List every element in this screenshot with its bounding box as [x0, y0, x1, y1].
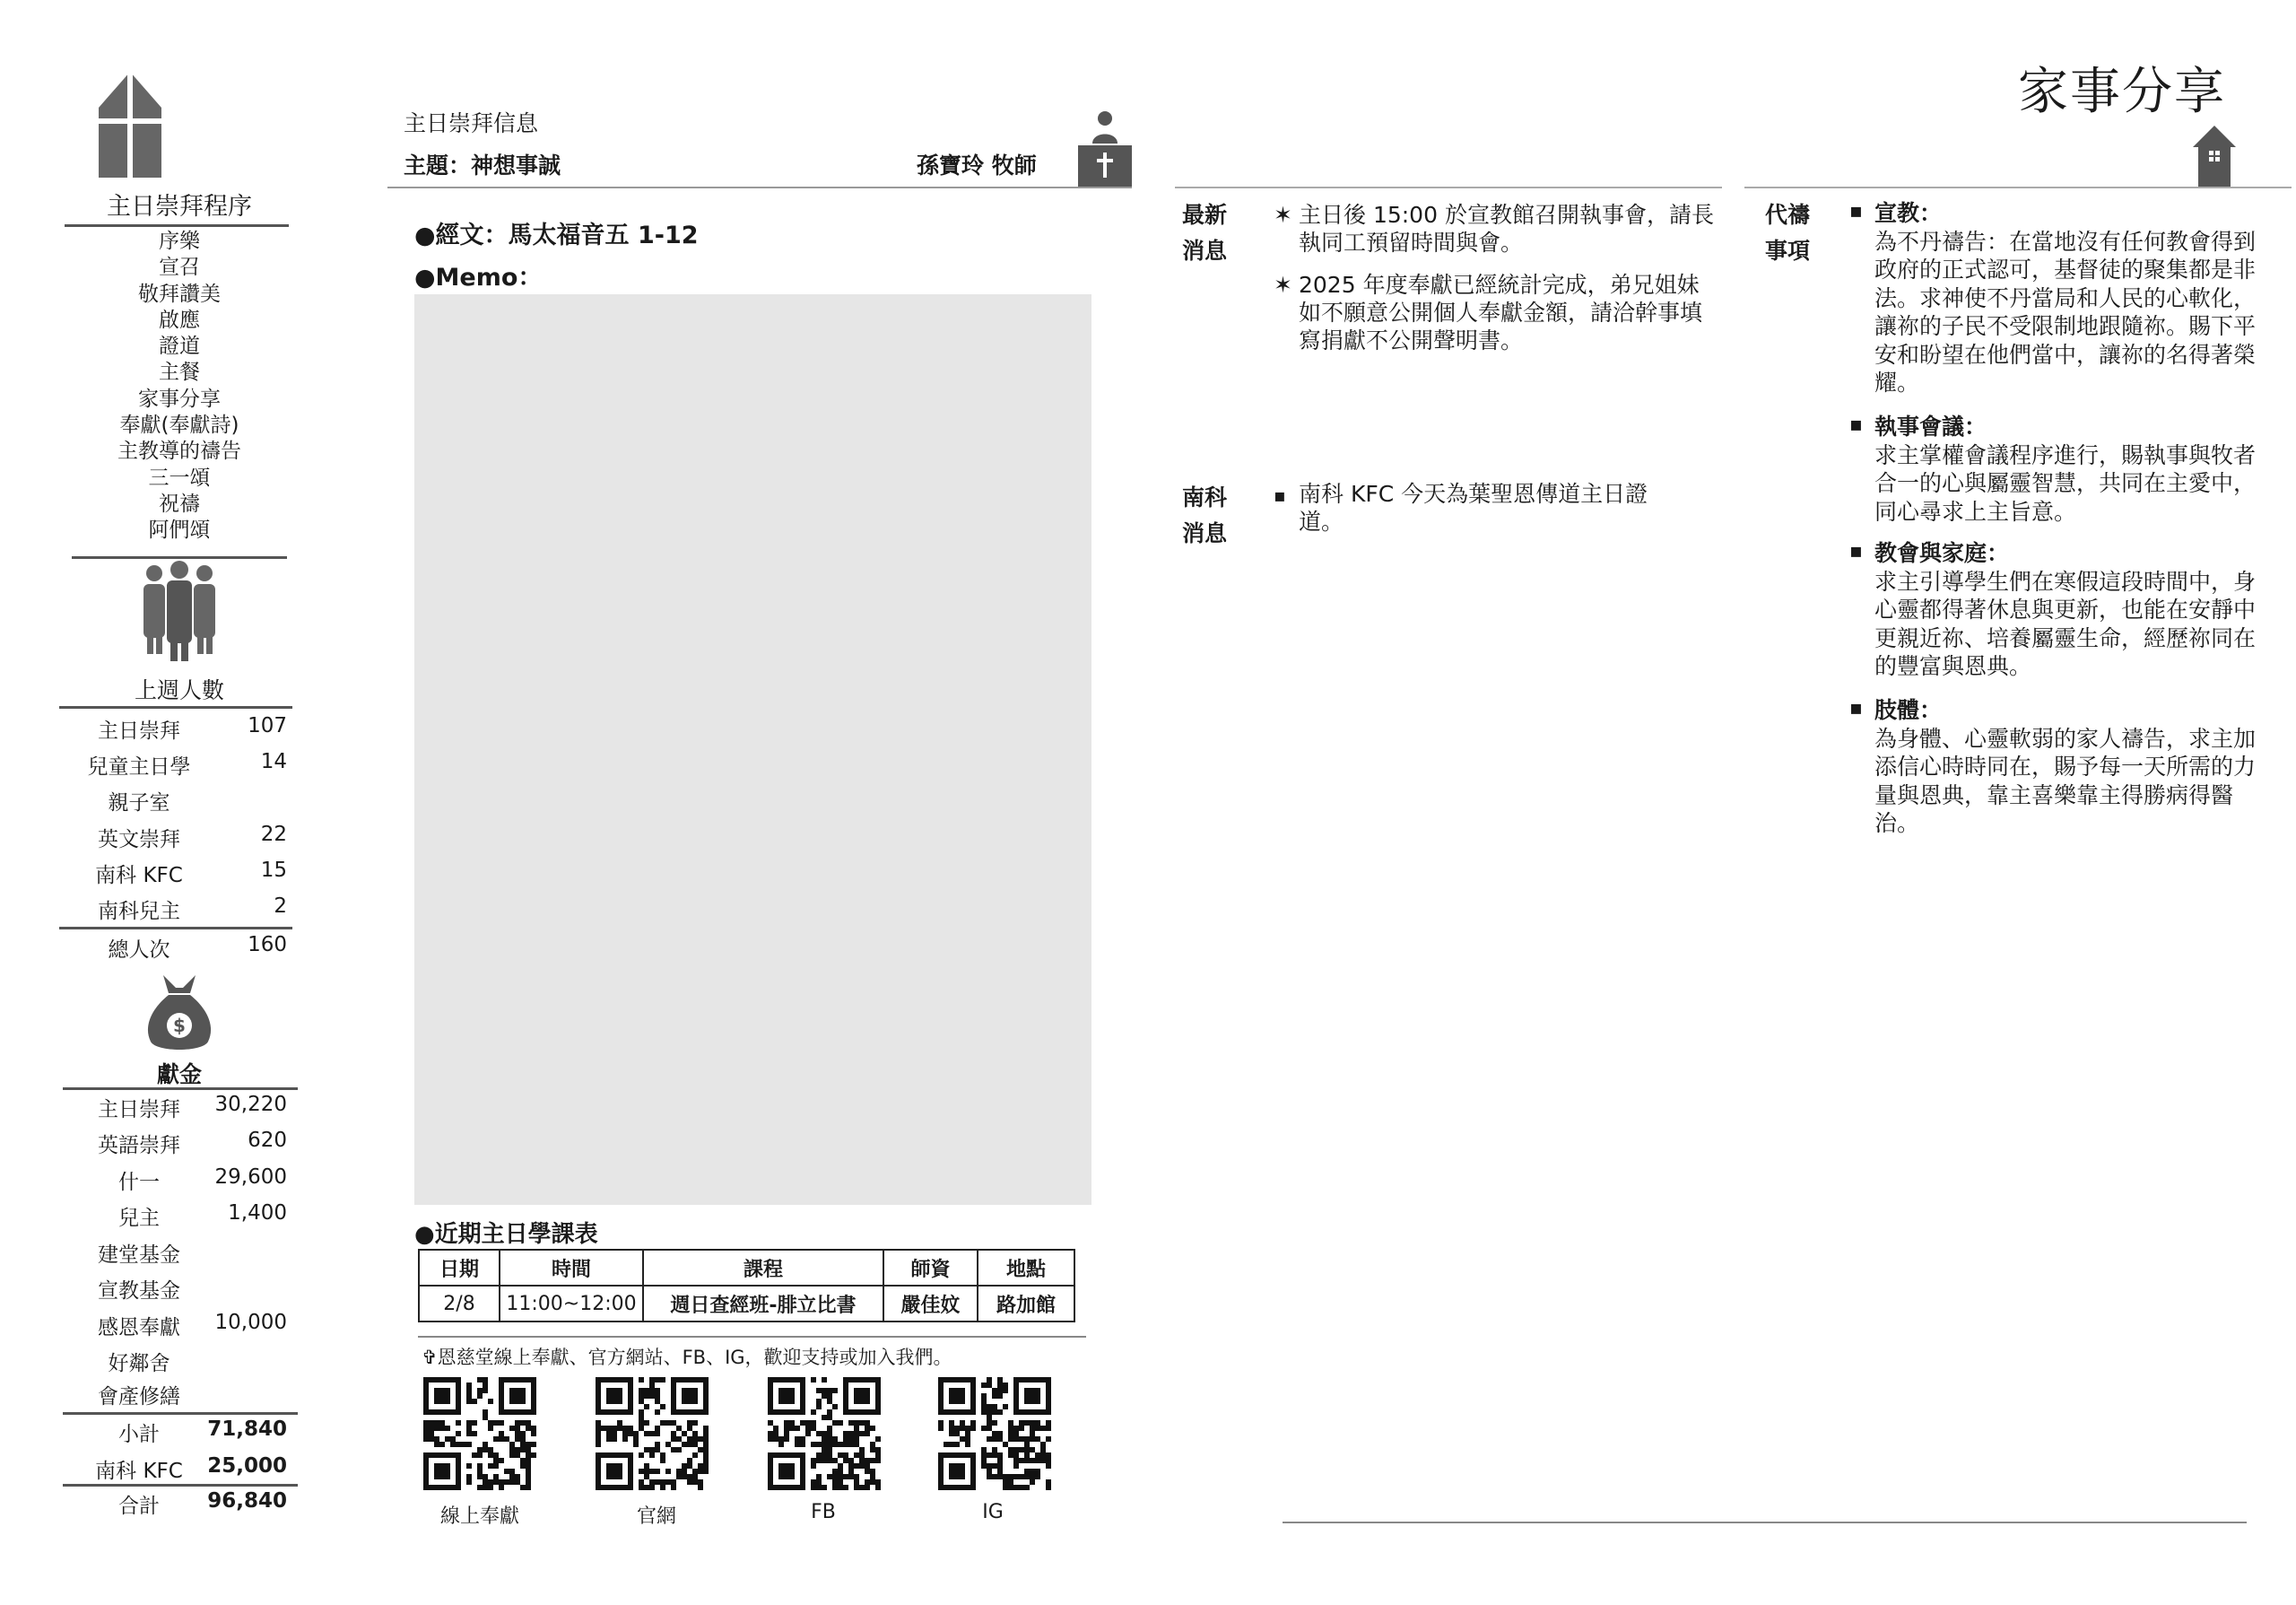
divider — [72, 556, 287, 559]
attendance-value: 22 — [260, 823, 287, 846]
prayer-heading-line: 事項 — [1765, 238, 1811, 264]
order-item: 啟應 — [159, 308, 200, 332]
attendance-total-label: 總人次 — [108, 938, 170, 962]
news-heading — [1182, 197, 1227, 269]
divider — [59, 706, 292, 709]
kfc-label: 南科 KFC — [95, 1460, 183, 1483]
qr-code-ig[interactable] — [938, 1377, 1051, 1490]
offering-row — [63, 1380, 296, 1416]
offering-title: 獻金 — [156, 1061, 202, 1087]
news-item — [1274, 201, 1720, 257]
divider — [1175, 187, 1722, 188]
square-bullet-icon: ▪ — [1849, 200, 1863, 222]
table-cell: 11:00~12:00 — [500, 1286, 643, 1322]
nanke-heading-line: 南科 — [1182, 484, 1228, 510]
memo-area — [414, 294, 1091, 1205]
attendance-label: 南科 KFC — [95, 864, 183, 887]
offering-label: 英語崇拜 — [98, 1134, 180, 1157]
attendance-label: 英文崇拜 — [98, 828, 180, 851]
order-item: 奉獻(奉獻詩) — [119, 414, 239, 438]
prayer-heading-line: 代禱 — [1765, 202, 1811, 228]
table-header: 師資 — [883, 1250, 978, 1286]
offering-label: 什一 — [118, 1171, 160, 1194]
divider — [65, 224, 289, 227]
subtotal-value: 71,840 — [207, 1417, 287, 1441]
order-item: 序樂 — [159, 230, 200, 253]
square-bullet-icon: ▪ — [1849, 414, 1863, 436]
offering-value: 10,000 — [214, 1311, 287, 1334]
news-text: 主日後 15:00 於宣教館召開執事會，請長執同工預留時間與會。 — [1299, 202, 1714, 256]
offering-row — [63, 1311, 296, 1347]
nanke-text: 南科 KFC 今天為葉聖恩傳道主日證道。 — [1299, 481, 1648, 535]
offering-label: 好鄰舍 — [108, 1352, 170, 1375]
offering-row — [63, 1093, 296, 1129]
table-row — [419, 1286, 1074, 1322]
subtotal-label: 小計 — [118, 1423, 160, 1446]
nanke-item — [1274, 480, 1684, 536]
divider — [63, 1087, 298, 1090]
qr-label: IG — [982, 1501, 1004, 1523]
offering-row — [63, 1347, 296, 1383]
prayer-item — [1849, 696, 2269, 838]
attendance-total-value: 160 — [248, 933, 287, 956]
divider — [1283, 1522, 2247, 1523]
prayer-title: 宣教： — [1874, 200, 1943, 226]
memo-label: ●Memo： — [414, 264, 543, 292]
scripture-reference: ●經文：馬太福音五 1-12 — [414, 222, 699, 249]
prayer-item — [1849, 539, 2269, 681]
attendance-title: 上週人數 — [134, 677, 224, 703]
order-title: 主日崇拜程序 — [107, 193, 252, 221]
schedule-table — [418, 1249, 1075, 1322]
star-bullet-icon: ✶ — [1274, 202, 1292, 228]
offering-label: 兒主 — [118, 1207, 160, 1230]
offering-row — [63, 1165, 296, 1201]
order-item: 祝禱 — [159, 492, 200, 516]
attendance-row — [63, 823, 296, 859]
divider — [418, 1336, 1086, 1338]
attendance-value: 2 — [274, 894, 287, 918]
offering-row — [63, 1274, 296, 1310]
offering-label: 感恩奉獻 — [98, 1316, 180, 1339]
prayer-item — [1849, 413, 2269, 526]
prayer-title: 肢體： — [1874, 697, 1943, 723]
offering-label: 宣教基金 — [98, 1279, 180, 1303]
attendance-label: 親子室 — [108, 791, 170, 815]
news-heading-line: 最新 — [1182, 202, 1228, 228]
divider — [1744, 187, 2292, 188]
prayer-body: 為不丹禱告：在當地沒有任何教會得到政府的正式認可，基督徒的聚集都是非法。求神使不丹當局和人民的心軟化，讓祢的子民不受限制地跟隨祢。賜下平安和盼望在他們當中，讓祢的名得著榮耀。 — [1874, 228, 2257, 396]
square-bullet-icon: ▪ — [1849, 540, 1863, 563]
prayer-item — [1849, 199, 2269, 397]
square-bullet-icon: ▪ — [1849, 697, 1863, 720]
qr-code-offering[interactable] — [423, 1377, 536, 1490]
pastor-name: 孫寶玲 牧師 — [917, 153, 1037, 179]
offering-row — [63, 1201, 296, 1237]
order-item: 證道 — [159, 335, 200, 359]
table-cell: 路加館 — [978, 1286, 1074, 1322]
attendance-label: 主日崇拜 — [98, 720, 180, 743]
offering-row — [63, 1129, 296, 1164]
order-item: 敬拜讚美 — [138, 282, 221, 306]
order-item: 三一頌 — [148, 466, 211, 490]
offering-label: 會產修繕 — [98, 1385, 180, 1409]
pulpit-icon — [1076, 108, 1134, 188]
table-header-row — [419, 1250, 1074, 1286]
order-item: 家事分享 — [138, 387, 221, 411]
order-list — [67, 229, 291, 545]
house-icon — [2193, 126, 2236, 188]
service-info-heading: 主日崇拜信息 — [404, 110, 539, 136]
offering-value: 29,600 — [214, 1165, 287, 1189]
offering-row — [63, 1238, 296, 1274]
qr-code-fb[interactable] — [768, 1377, 881, 1490]
news-text: 2025 年度奉獻已經統計完成，弟兄姐妹如不願意公開個人奉獻金額，請洽幹事填寫捐獻不公開聲明書。 — [1299, 272, 1703, 353]
table-cell: 2/8 — [419, 1286, 500, 1322]
total-label: 合計 — [118, 1495, 160, 1518]
schedule-title: ●近期主日學課表 — [414, 1221, 598, 1248]
qr-label: FB — [811, 1501, 836, 1523]
total-row — [63, 1489, 296, 1525]
table-header: 時間 — [500, 1250, 643, 1286]
attendance-row — [63, 894, 296, 930]
prayer-title: 教會與家庭： — [1874, 540, 2010, 566]
attendance-row — [63, 786, 296, 822]
total-value: 96,840 — [207, 1489, 287, 1513]
table-cell: 週日查經班-腓立比書 — [643, 1286, 883, 1322]
table-header: 課程 — [643, 1250, 883, 1286]
attendance-value: 15 — [260, 859, 287, 882]
page-title: 家事分享 — [2018, 63, 2226, 121]
attendance-row — [63, 714, 296, 750]
prayer-body: 求主引導學生們在寒假這段時間中，身心靈都得著休息與更新，也能在安靜中更親近祢、培養屬靈生命，經歷祢同在的豐富與恩典。 — [1874, 568, 2257, 679]
attendance-value: 107 — [248, 714, 287, 737]
order-item: 主餐 — [159, 361, 200, 385]
nanke-heading-line: 消息 — [1182, 520, 1228, 546]
offering-label: 建堂基金 — [98, 1243, 180, 1267]
table-cell: 嚴佳妏 — [883, 1286, 978, 1322]
attendance-label: 兒童主日學 — [87, 755, 191, 779]
news-item — [1274, 271, 1720, 354]
kfc-value: 25,000 — [207, 1454, 287, 1478]
table-header: 日期 — [419, 1250, 500, 1286]
offering-label: 主日崇拜 — [98, 1098, 180, 1121]
offering-value: 1,400 — [228, 1201, 287, 1225]
attendance-row — [63, 859, 296, 894]
news-heading-line: 消息 — [1182, 238, 1228, 264]
prayer-body: 為身體、心靈軟弱的家人禱告，求主加添信心時時同在，賜予每一天所需的力量與恩典，靠主喜樂靠主得勝病得醫治。 — [1874, 725, 2257, 836]
divider — [63, 1412, 298, 1415]
subtotal-row — [63, 1417, 296, 1453]
star-bullet-icon: ✶ — [1274, 272, 1292, 298]
offering-value: 620 — [248, 1129, 287, 1152]
divider — [63, 1484, 298, 1487]
table-header: 地點 — [978, 1250, 1074, 1286]
square-bullet-icon: ▪ — [1274, 484, 1286, 506]
qr-label: 線上奉獻 — [439, 1505, 519, 1528]
svg-text:$: $ — [173, 1015, 186, 1036]
attendance-total-row — [63, 933, 296, 969]
offering-value: 30,220 — [214, 1093, 287, 1116]
money-bag-icon — [144, 973, 215, 1054]
attendance-value: 14 — [260, 750, 287, 773]
qr-note: ✞恩慈堂線上奉獻、官方網站、FB、IG，歡迎支持或加入我們。 — [422, 1347, 952, 1368]
prayer-title: 執事會議： — [1874, 414, 1987, 440]
prayer-body: 求主掌權會議程序進行，賜執事與牧者合一的心與屬靈智慧，共同在主愛中，同心尋求上主旨意。 — [1874, 441, 2257, 525]
qr-code-website[interactable] — [596, 1377, 709, 1490]
attendance-label: 南科兒主 — [98, 900, 180, 923]
attendance-row — [63, 750, 296, 786]
order-item: 主教導的禱告 — [117, 440, 241, 464]
people-icon — [135, 561, 224, 661]
prayer-heading — [1765, 197, 1810, 269]
divider — [387, 187, 1132, 188]
sermon-theme: 主題：神想事誠 — [404, 153, 561, 179]
qr-label: 官網 — [636, 1505, 676, 1528]
order-item: 宣召 — [159, 256, 200, 280]
divider — [59, 927, 292, 929]
order-item: 阿們頌 — [148, 519, 211, 543]
church-window-icon — [99, 72, 161, 178]
nanke-heading — [1182, 480, 1227, 552]
